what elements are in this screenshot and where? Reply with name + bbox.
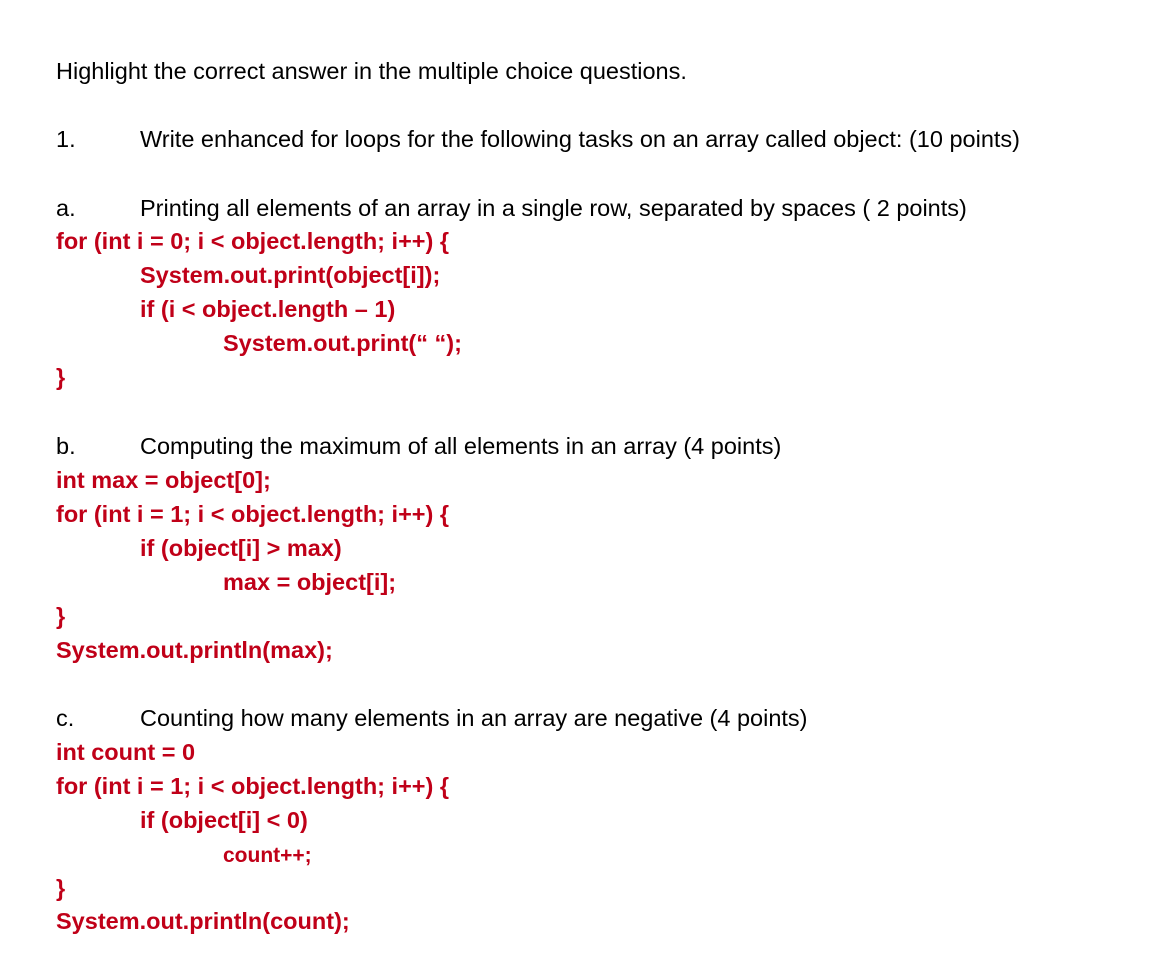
part-c-code-line: for (int i = 1; i < object.length; i++) { [56,773,450,799]
part-c-label: c. [56,705,75,731]
part-b-code-line: int max = object[0]; [56,467,271,493]
part-b-code-line: for (int i = 1; i < object.length; i++) { [56,501,450,527]
part-a-code-line: for (int i = 0; i < object.length; i++) { [56,228,450,254]
part-c-code-line: int count = 0 [56,739,196,765]
part-b-code-line: if (object[i] > max) [140,535,342,561]
part-c-code-line: } [56,875,66,901]
part-c-code-line: System.out.println(count); [56,908,350,934]
part-b-label: b. [56,433,76,459]
part-b-prompt: Computing the maximum of all elements in an array (4 points) [140,433,782,459]
part-b-code-line: System.out.println(max); [56,637,333,663]
part-c-code-line: if (object[i] < 0) [140,807,308,833]
instruction-text: Highlight the correct answer in the multiple choice questions. [56,58,687,84]
part-a-label: a. [56,195,76,221]
part-b-code-line: max = object[i]; [223,569,397,595]
part-a-code-line: System.out.print(object[i]); [140,262,441,288]
question-number: 1. [56,126,76,152]
part-b-code-line: } [56,603,66,629]
part-a-code-line: } [56,364,66,390]
part-c-prompt: Counting how many elements in an array are negative (4 points) [140,705,808,731]
part-a-prompt: Printing all elements of an array in a single row, separated by spaces ( 2 points) [140,195,967,221]
part-a-code-line: if (i < object.length – 1) [140,296,396,322]
part-c-code-line: count++; [223,844,312,867]
question-text: Write enhanced for loops for the following tasks on an array called object: (10 points) [140,126,1020,152]
part-a-code-line: System.out.print(“ “); [223,330,462,356]
